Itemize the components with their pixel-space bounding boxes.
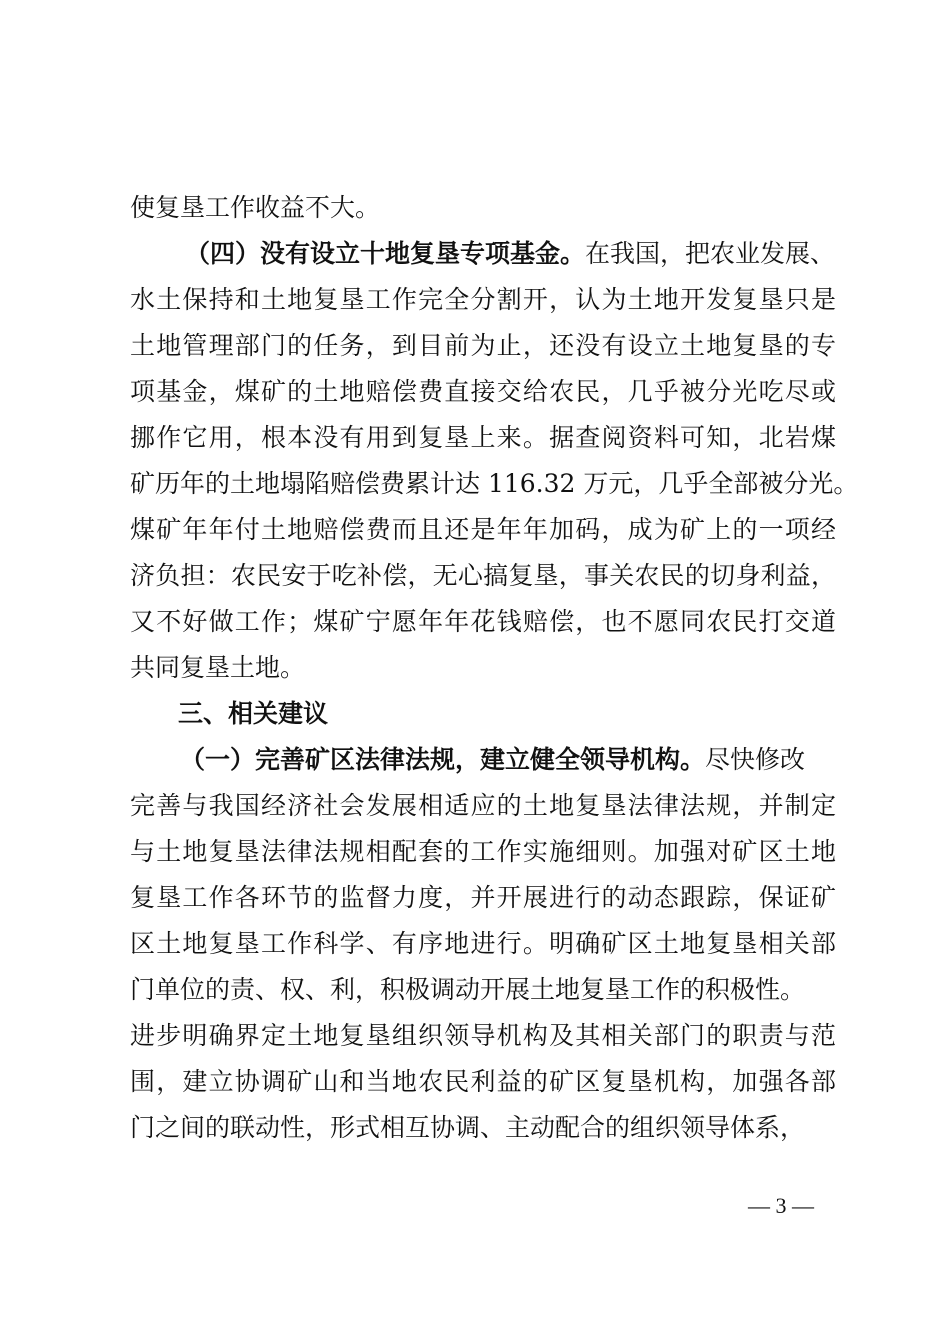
paragraph-line: 区土地复垦工作科学、有序地进行。明确矿区土地复垦相关部 xyxy=(130,929,836,958)
paragraph-line: 水土保持和土地复垦工作完全分割开，认为土地开发复垦只是 xyxy=(130,285,836,314)
section-four-prefix: （四） xyxy=(185,239,261,268)
paragraph-line: 完善与我国经济社会发展相适应的土地复垦法律法规，并制定 xyxy=(130,791,836,820)
paragraph-line: 围，建立协调矿山和当地农民利益的矿区复垦机构，加强各部 xyxy=(130,1067,836,1096)
subsection-one-text: 尽快修改 xyxy=(705,745,806,774)
section-four-line xyxy=(185,238,835,270)
paragraph-line: 土地管理部门的任务，到目前为止，还没有设立土地复垦的专 xyxy=(130,331,836,360)
paragraph-line: 门单位的责、权、利，积极调动开展土地复垦工作的积极性。 xyxy=(130,975,806,1004)
section-three-heading: 三、相关建议 xyxy=(178,699,329,728)
subsection-one-heading: （一）完善矿区法律法规，建立健全领导机构。 xyxy=(180,745,706,774)
section-four-heading: 没有设立十地复垦专项基金。 xyxy=(260,239,586,268)
paragraph-line: 共同复垦土地。 xyxy=(130,653,306,682)
paragraph-line: 门之间的联动性，形式相互协调、主动配合的组织领导体系， xyxy=(130,1113,806,1142)
paragraph-line: 挪作它用，根本没有用到复垦上来。据查阅资料可知，北岩煤 xyxy=(130,423,836,452)
subsection-one-line xyxy=(180,744,805,776)
paragraph-line: 煤矿年年付土地赔偿费而且还是年年加码，成为矿上的一项经 xyxy=(130,515,836,544)
paragraph-line: 又不好做工作；煤矿宁愿年年花钱赔偿，也不愿同农民打交道 xyxy=(130,607,836,636)
paragraph-line: 使复垦工作收益不大。 xyxy=(130,193,381,222)
paragraph-line: 矿历年的土地塌陷赔偿费累计达 116.32 万元，几乎全部被分光。 xyxy=(130,469,859,498)
paragraph-line: 进步明确界定土地复垦组织领导机构及其相关部门的职责与范 xyxy=(130,1021,836,1050)
page-number: — 3 — xyxy=(748,1193,814,1218)
paragraph-line: 复垦工作各环节的监督力度，并开展进行的动态跟踪，保证矿 xyxy=(130,883,836,912)
paragraph-line: 与土地复垦法律法规相配套的工作实施细则。加强对矿区土地 xyxy=(130,837,836,866)
section-four-text: 在我国，把农业发展、 xyxy=(585,239,836,268)
paragraph-line: 项基金，煤矿的土地赔偿费直接交给农民，几乎被分光吃尽或 xyxy=(130,377,836,406)
paragraph-line: 济负担：农民安于吃补偿，无心搞复垦，事关农民的切身利益， xyxy=(130,561,836,590)
